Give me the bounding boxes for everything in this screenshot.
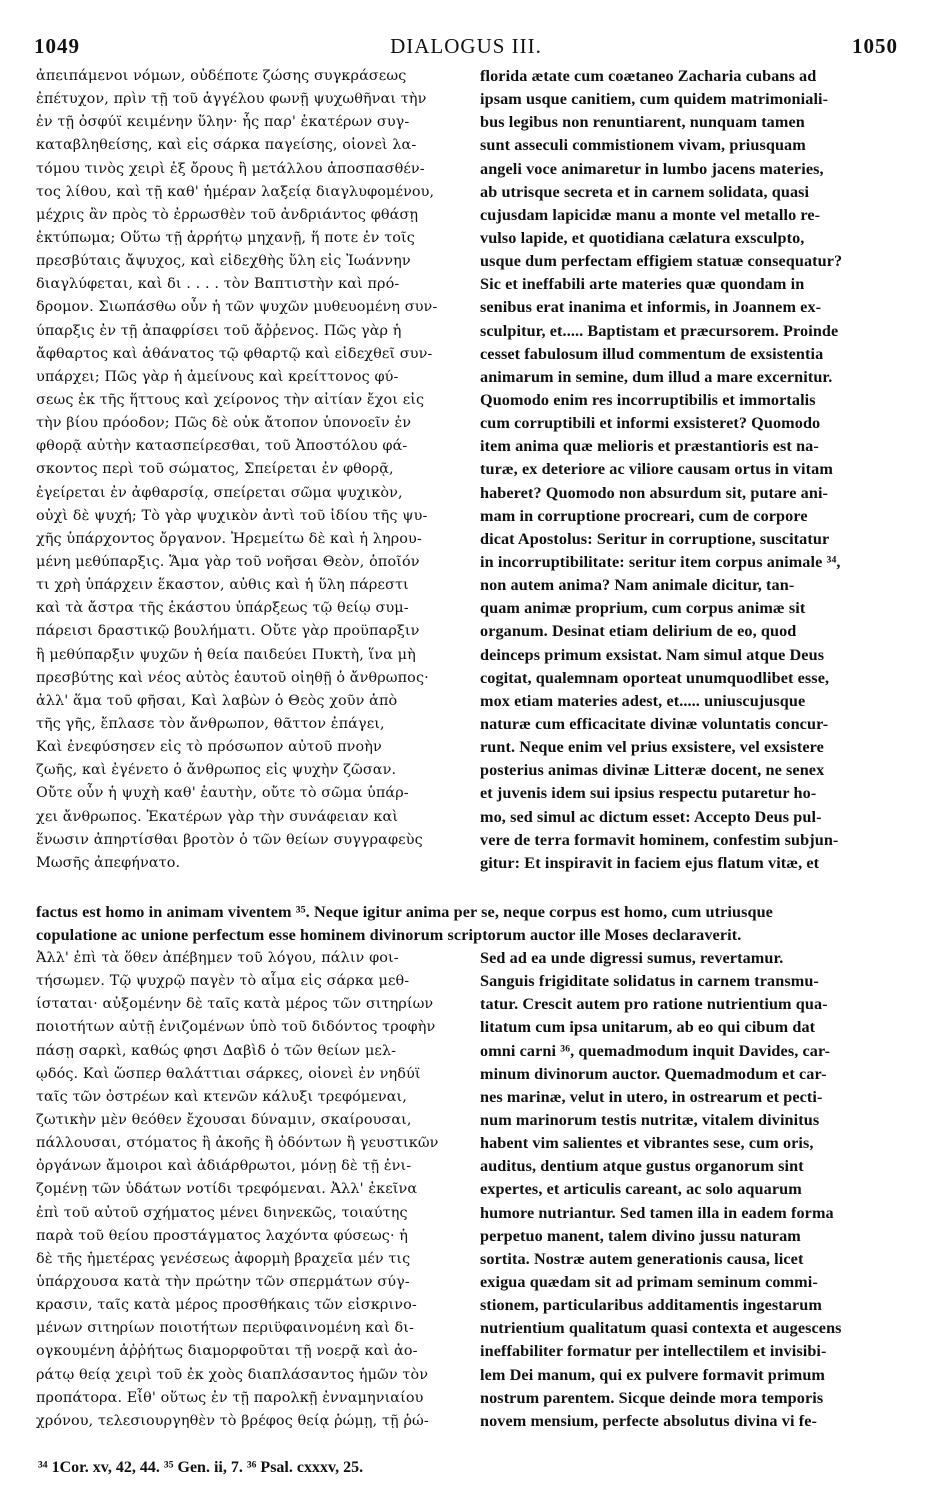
greek-line: προπάτορα. Εἶθ' οὕτως ἐν τῇ παρολκῇ ἐνναμηνιαίου [36,1389,424,1406]
latin-line: sculpitur, et..... Baptistam et præcursorem. Proinde [480,321,839,340]
greek-line: τήσωμεν. Τῷ ψυχρῷ παγὲν τὸ αἷμα εἰς σάρκα μεθ- [36,973,410,990]
latin-line: naturæ cum efficacitate divinæ voluntatis concur- [480,714,829,733]
latin-line: ipsam usque canitiem, cum quidem matrimoniali- [480,90,829,109]
greek-line: πάσῃ σαρκὶ, καθώς φησι Δαβὶδ ὁ τῶν θείων μελ- [36,1042,397,1059]
greek-line: μέχρις ἂν πρὸς τὸ ἐρρωσθὲν τοῦ ἀνδριάντος φθάσῃ [36,206,419,223]
latin-line: organum. Desinat etiam delirium de eo, quod [480,622,797,641]
greek-line: πάλλουσαι, στόματος ἢ ἀκοῆς ἢ ὀδόντων ἢ γευστικῶν [36,1135,439,1152]
latin-line: item anima quæ melioris et præstantioris est na- [480,437,819,456]
greek-line: ζομένῃ τῶν ὑδάτων νοτίδι τρεφόμεναι. Ἀλλ' ἐκεῖνα [36,1181,418,1198]
greek-column-bottom [36,947,476,1433]
greek-line: ἀπειπάμενοι νόμων, οὐδέποτε ζώσης συγκράσεως [36,68,407,84]
greek-line: τῆς γῆς, ἔπλασε τὸν ἄνθρωπον, θᾶττον ἐπάγει, [36,715,385,732]
latin-line: vere de terra formavit hominem, confestim subjun- [480,830,839,849]
greek-column-top [36,65,476,875]
latin-line: sunt asseculi commistionem vivam, priusquam [480,136,806,155]
latin-line: angeli voce animaretur in lumbo jacens materies, [480,159,824,178]
latin-line: non autem anima? Nam animale dicitur, tan- [480,576,795,595]
latin-line: cum corruptibili et informi exsisteret? Quomodo [480,414,821,433]
latin-line: habent vim salientes et vibrantes sese, cum oris, [480,1134,814,1153]
latin-line: stionem, particularibus additamentis ingestarum [480,1296,822,1315]
latin-line: Sed ad ea unde digressi sumus, revertamur. [480,949,784,967]
latin-line: nes marinæ, velut in utero, in ostrearum et pecti- [480,1087,823,1106]
greek-line: καὶ τὰ ἄστρα τῆς ἑκάστου ὑπάρξεως τῷ θείῳ συμ- [36,600,409,617]
latin-line: minum divinorum auctor. Quemadmodum et car- [480,1064,827,1083]
greek-line: καταβληθείσης, καὶ εἰς σάρκα παγείσης, οἱονεὶ λα- [36,137,417,154]
full-width-line: factus est homo in animam viventem ³⁵. Neque igitur anima per se, neque corpus est homo, cum utriusque [36,903,773,921]
latin-column-bottom [480,947,898,1433]
latin-line: posterius animas divinæ Litteræ docent, ne senex [480,761,825,780]
greek-line: ταῖς τῶν ὀστρέων καὶ κτενῶν κάλυξι τρεφόμεναι, [36,1088,407,1105]
greek-line: Καὶ ἐνεφύσησεν εἰς τὸ πρόσωπον αὐτοῦ πνοὴν [36,739,382,756]
latin-line: turæ, ex deteriore ac viliore causam ortus in vitam [480,460,833,479]
greek-line: ὀργάνων ἄμοιροι καὶ ἀδιάρθρωτοι, μόνῃ δὲ τῇ ἐνι- [36,1158,412,1175]
greek-line: ζωῆς, καὶ ἐγένετο ὁ ἄνθρωπος εἰς ψυχὴν ζῶσαν. [36,762,397,779]
greek-line: υπάρχει; Πῶς γὰρ ἡ ἀμείνους καὶ κρείττονος φύ- [36,368,399,385]
greek-line: τὴν βίου πρόοδον; Πῶς δὲ οὐκ ἄτοπον ὑπονοεῖν ἐν [36,415,412,432]
greek-line: ἐπέτυχον, πρὶν τῇ τοῦ ἀγγέλου φωνῇ ψυχωθῆναι τὴν [36,91,427,108]
greek-line: ίσταται· αὐξομένην δὲ ταῖς κατὰ μέρος τῶν σιτηρίων [36,996,434,1013]
latin-line: omni carni ³⁶, quemadmodum inquit Davides, car- [480,1041,831,1060]
greek-line: μένων σιτηρίων ποιοτήτων περιϋφαινομένη καὶ δι- [36,1320,415,1337]
greek-line: σεως ἐκ τῆς ἥττους καὶ χείρονος τὴν αἰτίαν ἔχοι εἰς [36,391,425,408]
latin-line: Sanguis frigiditate solidatus in carnem transmu- [480,972,819,991]
greek-line: φθορᾷ αὐτὴν κατασπείρεσθαι, τοῦ Ἀποστόλου φά- [36,438,408,455]
greek-line: χῆς ὑπάρχοντος ὄργανον. Ἠρεμείτω δὲ καὶ ἡ ληρου- [36,530,422,547]
greek-line: ράτῳ θείᾳ χειρὶ τοῦ ἐκ χοὸς διαπλάσαντος ἡμῶν τὸν [36,1366,429,1383]
greek-line: κρασιν, ταῖς κατὰ μέρος προσθήκαις τῶν εἰσκρινο- [36,1297,417,1314]
greek-line: τος λίθου, καὶ τῇ καθ' ἡμέραν λαξείᾳ διαγλυφομένου, [36,183,435,200]
greek-line: δρομον. Σιωπάσθω οὖν ἡ τῶν ψυχῶν μυθευομένη συν- [36,299,438,316]
latin-line: gitur: Et inspiravit in faciem ejus flatum vitæ, et [480,853,820,872]
greek-line: ἐκτύπωμα; Οὕτω τῇ ἀρρήτῳ μηχανῇ, ἥ ποτε ἐν τοῖς [36,229,415,246]
greek-line: ἕνωσιν ἀπηρτίσθαι βροτὸν ὁ τῶν θείων συγγραφεὺς [36,831,423,848]
greek-line: ποιοτήτων αὐτῇ ἐνιζομένων ὑπὸ τοῦ διδόντος τροφὴν [36,1019,436,1036]
latin-line: nutrientium qualitatum quasi contexta et augescens [480,1319,842,1338]
greek-line: ἄφθαρτος καὶ ἀθάνατος τῷ φθαρτῷ καὶ εἰδεχθεῖ συν- [36,345,433,362]
latin-line: cesset fabulosum illud commentum de exsistentia [480,344,824,363]
page-number-left: 1049 [34,34,80,58]
greek-line: πάρεισι δραστικῷ βουλήματι. Οὔτε γὰρ προϋπαρξιν [36,623,420,640]
latin-line: ab utrisque secreta et in carnem solidata, quasi [480,182,810,201]
greek-line: Μωσῆς ἀπεφήνατο. [36,854,181,871]
greek-line: ογκουμένη ἀῤῥήτως διαμορφοῦται τῇ νοερᾷ καὶ ἀο- [36,1343,418,1360]
greek-line: ἐγείρεται ἐν ἀφθαρσίᾳ, σπείρεται σῶμα ψυχικὸν, [36,484,403,501]
latin-line: deinceps primum exsistat. Nam simul atque Deus [480,645,825,664]
greek-line: ῳδός. Καὶ ὥσπερ θαλάττιαι σάρκες, οἱονεὶ ἐν νηδύϊ [36,1065,421,1082]
latin-line: Sic et ineffabili arte materies quæ quondam in [480,275,805,294]
greek-line: παρὰ τοῦ θείου προστάγματος λαχόντα φύσεως· ἡ [36,1227,409,1244]
latin-line: vulso lapide, et quotidiana cælatura exsculpto, [480,228,805,247]
greek-line: τόμου τινὸς χειρὶ ἐξ ὄρους ἢ μετάλλου ἀποσπασθέν- [36,160,425,177]
latin-line: cujusdam lapicidæ manu a monte vel metallo re- [480,205,821,224]
latin-line: senibus erat inanima et informis, in Joannem ex- [480,298,822,317]
greek-line: πρεσβύταις ἄψυχος, καὶ εἰδεχθὴς ὕλη εἰς Ἰωάννην [36,253,411,270]
greek-line: χρόνου, τελεσιουργηθὲν τὸ βρέφος θείᾳ ῥώμῃ, τῇ ῥώ- [36,1412,429,1429]
latin-line: mo, sed simul ac dictum esset: Accepto Deus pul- [480,807,822,826]
latin-line: florida ætate cum coætaneo Zacharia cubans ad [480,67,817,85]
latin-line: exigua quædam sit ad primam seminum commi- [480,1272,818,1291]
latin-line: expertes, et articulis careant, ac solo aquarum [480,1180,802,1199]
running-title: DIALOGUS III. [390,34,542,58]
greek-line: Ἀλλ' ἐπὶ τὰ ὅθεν ἀπέβημεν τοῦ λόγου, πάλιν φοι- [36,950,399,966]
greek-line: χει ἄνθρωπος. Ἑκατέρων γὰρ τὴν συνάφειαν καὶ [36,808,399,825]
greek-line: ζωτικὴν μὲν θεόθεν ἔχουσαι δύναμιν, σκαίρουσαι, [36,1111,412,1128]
latin-column-top [480,65,898,875]
latin-line: mam in corruptione procreari, cum de corpore [480,506,808,525]
latin-line: Quomodo enim res incorruptibilis et immortalis [480,390,816,409]
greek-line: ἀλλ' ἅμα τοῦ φῆσαι, Καὶ λαβὼν ὁ Θεὸς χοῦν ἀπὸ [36,692,398,709]
latin-line: quam animæ proprium, cum corpus animæ sit [480,599,806,618]
latin-line: num marinorum testis nutritæ, vitalem divinitus [480,1110,820,1129]
latin-line: auditus, dentium atque gustus organorum sint [480,1157,804,1176]
greek-line: σκοντος περὶ τοῦ σώματος, Σπείρεται ἐν φθορᾷ, [36,461,394,478]
greek-line: ύπαρξις ἐν τῇ ἀπαφρίσει τοῦ ἄῤῥενος. Πῶς γὰρ ἡ [36,322,402,339]
greek-line: μένη μεθύπαρξις. Ἅμα γὰρ τοῦ νοῆσαι Θεὸν, ὁποῖόν [36,553,420,570]
footnotes: ³⁴ 1Cor. xv, 42, 44. ³⁵ Gen. ii, 7. ³⁶ Psal. cxxxv, 25. [38,1459,364,1476]
greek-line: πρεσβύτης καὶ νέος αὐτὸς ἑαυτοῦ οἰηθῇ ὁ ἄνθρωπος· [36,669,429,686]
latin-line: bus legibus non renuntiarent, nunquam tamen [480,113,805,132]
latin-line: dicat Apostolus: Seritur in corruptione, suscitatur [480,529,830,548]
latin-line: lem Dei manum, qui ex pulvere formavit primum [480,1365,826,1384]
greek-line: Οὔτε οὖν ἡ ψυχὴ καθ' ἑαυτὴν, οὔτε τὸ σῶμα ὑπάρ- [36,785,409,802]
greek-line: ὑπάρχουσα κατὰ τὴν πρώτην τῶν σπερμάτων σύγ- [36,1273,410,1290]
latin-line: et juvenis idem sui ipsius respectu putaretur ho- [480,784,817,803]
latin-line: humore nutriantur. Sed tamen illa in eadem forma [480,1203,834,1222]
latin-line: ineffabiliter formatur per intellectilem et invisibi- [480,1342,827,1361]
full-width-line: copulatione ac unione perfectum esse hominem divinorum scriptorum auctor ille Moses declaraverit. [36,926,742,945]
latin-line: cogitat, qualemnam oporteat unumquodlibet esse, [480,668,830,687]
latin-line: nostrum parentem. Sicque deinde mora temporis [480,1388,824,1407]
latin-line: mox etiam materies adest, et..... uniuscujusque [480,691,806,710]
greek-line: ἐν τῇ ὀσφύϊ κειμένην ὕλην· ἧς παρ' ἑκατέρων συγ- [36,114,410,131]
latin-line: sortita. Nostræ autem generationis causa, licet [480,1249,804,1268]
greek-line: διαγλύφεται, καὶ δι . . . . τὸν Βαπτιστὴν καὶ πρό- [36,276,400,293]
greek-line: ἐπὶ τοῦ αὐτοῦ σχήματος μένει διηνεκῶς, τοιαύτης [36,1204,408,1221]
latin-line: runt. Neque enim vel prius exsistere, vel exsistere [480,738,824,757]
latin-line: litatum cum ipsa unitarum, ab eo qui cibum dat [480,1018,816,1037]
greek-line: ἢ μεθύπαρξιν ψυχῶν ἡ θεία παιδεύει Πυκτὴ, ἵνα μὴ [36,646,416,663]
greek-line: οὐχὶ δὲ ψυχή; Τὸ γὰρ ψυχικὸν ἀντὶ τοῦ ἰδίου τῆς ψυ- [36,507,428,524]
latin-line: in incorruptibilitate: seritur item corpus animale ³⁴, [480,552,841,571]
latin-line: novem mensium, perfecte absolutus divina vi fe- [480,1411,817,1430]
greek-line: δὲ τῆς ἡμετέρας γενέσεως ἀφορμὴ βραχεῖα μέν τις [36,1250,411,1267]
full-width-lines [36,901,902,947]
latin-line: animarum in semine, dum illud a mare excernitur. [480,367,833,386]
page-header [34,34,898,62]
latin-line: tatur. Crescit autem pro ratione nutrientium qua- [480,995,828,1014]
page-number-right: 1050 [852,34,898,58]
greek-line: τι χρὴ ὑπάρχειν ἕκαστον, αὐθις καὶ ἡ ὕλη πάρεστι [36,577,409,594]
latin-line: usque dum perfectam effigiem statuæ consequatur? [480,252,843,271]
latin-line: haberet? Quomodo non absurdum sit, putare ani- [480,483,829,502]
latin-line: perpetuo manent, talem divino jussu naturam [480,1226,801,1245]
